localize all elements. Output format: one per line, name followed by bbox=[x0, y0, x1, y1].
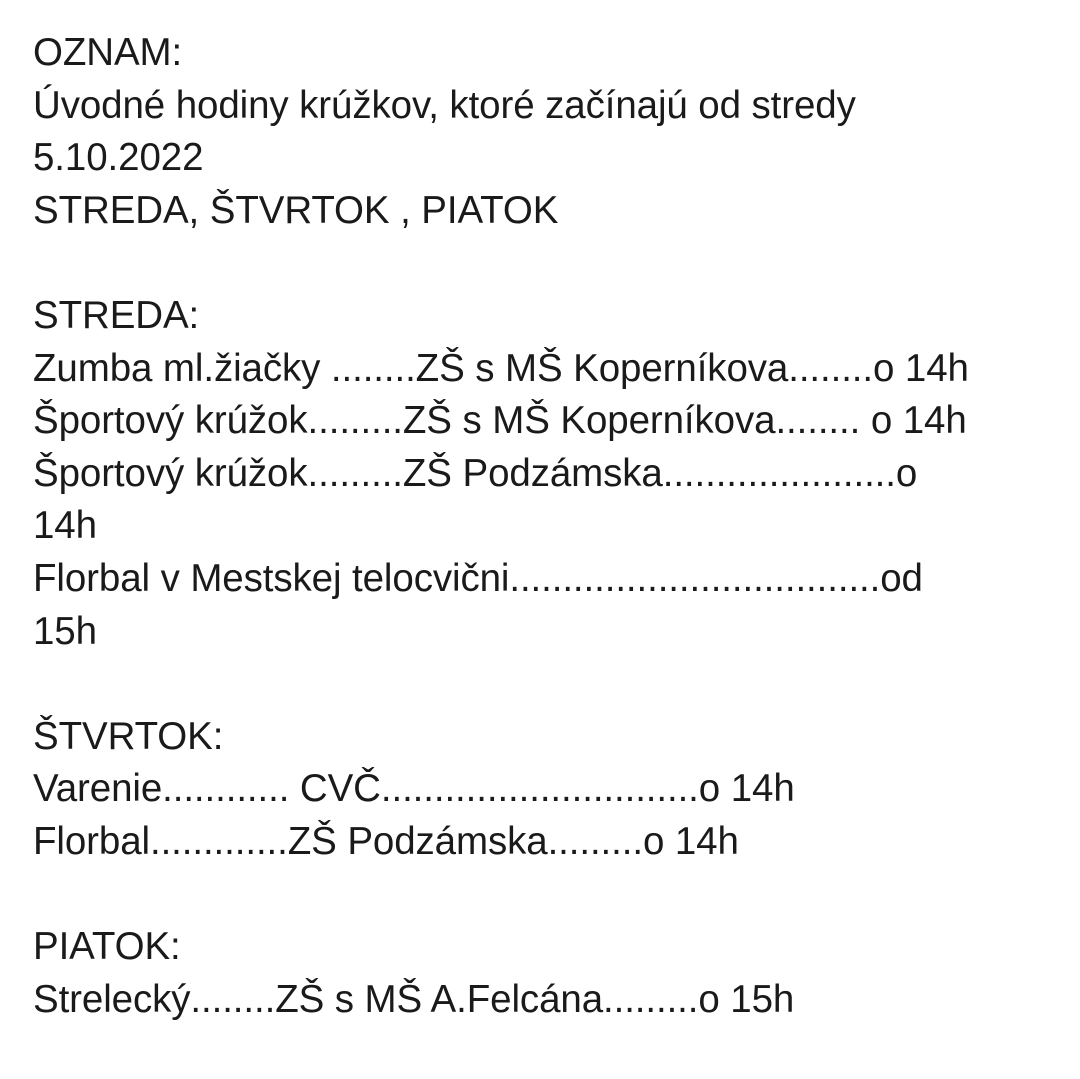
intro-line-2-date: 5.10.2022 bbox=[33, 136, 204, 180]
schedule-line: Strelecký........ZŠ s MŠ A.Felcána.........o 15h bbox=[33, 977, 795, 1021]
section-heading-piatok: PIATOK: bbox=[33, 925, 181, 969]
spacer bbox=[33, 237, 1073, 290]
schedule-line: Športový krúžok.........ZŠ s MŠ Koperníkova........ o 14h bbox=[33, 399, 967, 443]
schedule-line: Florbal v Mestskej telocvični...................................od bbox=[33, 556, 923, 600]
days-summary: STREDA, ŠTVRTOK , PIATOK bbox=[33, 188, 559, 232]
schedule-line: Zumba ml.žiačky ........ZŠ s MŠ Koperníkova........o 14h bbox=[33, 346, 969, 390]
schedule-line: Športový krúžok.........ZŠ Podzámska......................o bbox=[33, 451, 918, 495]
announcement-title: OZNAM: bbox=[33, 31, 183, 74]
schedule-line: Florbal.............ZŠ Podzámska.........o 14h bbox=[33, 819, 739, 863]
spacer bbox=[33, 658, 1073, 711]
schedule-line: Varenie............ CVČ..............................o 14h bbox=[33, 767, 795, 811]
announcement-document bbox=[33, 27, 1073, 1026]
schedule-line: 14h bbox=[33, 504, 97, 548]
schedule-line: 15h bbox=[33, 609, 97, 653]
section-heading-stvrtok: ŠTVRTOK: bbox=[33, 714, 224, 758]
intro-line-1: Úvodné hodiny krúžkov, ktoré začínajú od stredy bbox=[33, 83, 856, 127]
section-heading-streda: STREDA: bbox=[33, 293, 200, 337]
spacer bbox=[33, 869, 1073, 922]
